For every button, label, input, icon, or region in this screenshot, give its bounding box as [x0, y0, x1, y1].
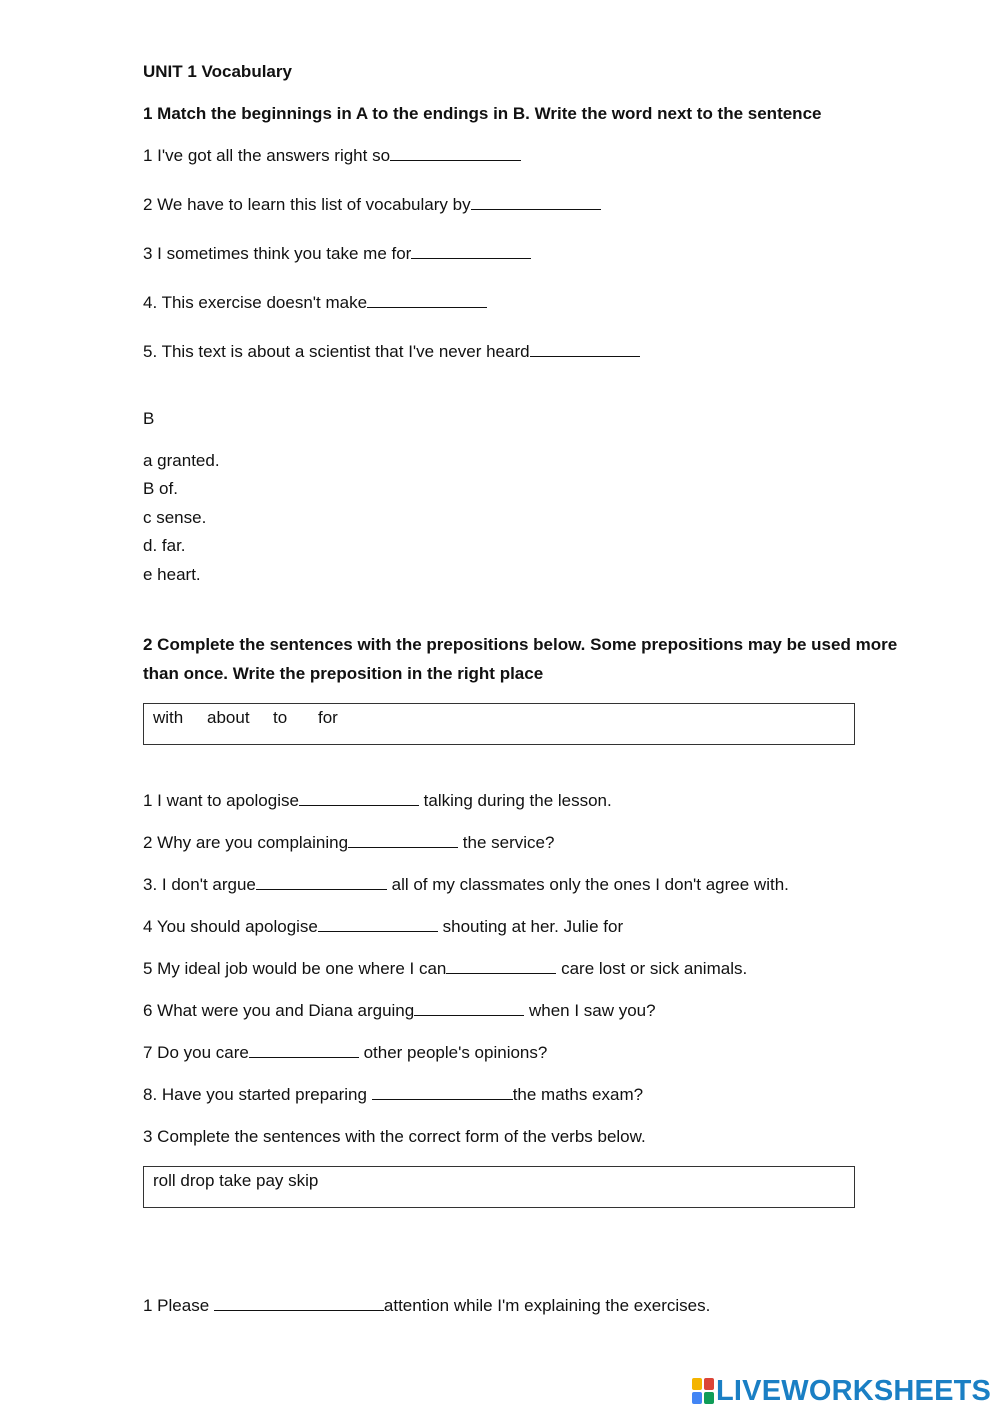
b-option: a granted. [143, 451, 220, 470]
b-option: e heart. [143, 565, 201, 584]
b-option: B of. [143, 479, 178, 498]
liveworksheets-logo [692, 1374, 991, 1408]
exercise-3-instruction: 3 Complete the sentences with the correct form of the verbs below. [143, 1127, 646, 1146]
answer-blank[interactable] [299, 790, 419, 806]
word-bank-item: for [318, 708, 338, 727]
ex2-item: 5 My ideal job would be one where I can care lost or sick animals. [143, 959, 748, 978]
ex2-item: 4 You should apologise shouting at her. Julie for [143, 917, 624, 936]
answer-blank[interactable] [390, 145, 521, 161]
exercise-2-instruction: 2 Complete the sentences with the prepositions below. Some prepositions may be used more [143, 635, 898, 654]
ex2-item: 7 Do you care other people's opinions? [143, 1043, 548, 1062]
ex2-item: 3. I don't argue all of my classmates only the ones I don't agree with. [143, 875, 789, 894]
ex1-item: 5. This text is about a scientist that I've never heard [143, 341, 640, 363]
answer-blank[interactable] [446, 958, 556, 974]
answer-blank[interactable] [348, 832, 458, 848]
b-option: d. far. [143, 536, 186, 555]
ex1-item: 3 I sometimes think you take me for [143, 243, 531, 265]
word-bank-item: to [273, 708, 288, 727]
exercise-1-instruction: 1 Match the beginnings in A to the endings in B. Write the word next to the sentence [143, 104, 822, 123]
answer-blank[interactable] [411, 243, 531, 259]
answer-blank[interactable] [367, 292, 487, 308]
ex2-item: 2 Why are you complaining the service? [143, 833, 555, 852]
word-bank-item: with [153, 708, 184, 727]
ex1-item: 1 I've got all the answers right so [143, 145, 521, 167]
answer-blank[interactable] [530, 341, 640, 357]
logo-cell [692, 1378, 702, 1390]
answer-blank[interactable] [414, 1000, 524, 1016]
answer-blank[interactable] [471, 194, 601, 210]
verb-bank-words: roll drop take pay skip [153, 1171, 319, 1190]
ex2-item: 8. Have you started preparing the maths exam? [143, 1085, 644, 1104]
answer-blank[interactable] [249, 1042, 359, 1058]
page-title: UNIT 1 Vocabulary [143, 62, 292, 81]
answer-blank[interactable] [214, 1295, 384, 1311]
logo-cell [692, 1392, 702, 1404]
word-bank [143, 703, 855, 745]
exercise-2-instruction-cont: than once. Write the preposition in the right place [143, 664, 544, 683]
logo-cell [704, 1392, 714, 1404]
word-bank-item: about [207, 708, 250, 727]
answer-blank[interactable] [318, 916, 438, 932]
answer-blank[interactable] [372, 1084, 513, 1100]
ex3-item: 1 Please attention while I'm explaining the exercises. [143, 1296, 711, 1315]
logo-cell [704, 1378, 714, 1390]
column-b-label: B [143, 409, 155, 428]
verb-bank [143, 1166, 855, 1208]
ex2-item: 1 I want to apologise talking during the lesson. [143, 791, 612, 810]
logo-text: LIVEWORKSHEETS [716, 1375, 992, 1407]
answer-blank[interactable] [256, 874, 387, 890]
ex1-item: 2 We have to learn this list of vocabulary by [143, 194, 601, 216]
logo-grid-icon [692, 1378, 714, 1404]
b-option: c sense. [143, 508, 207, 527]
ex2-item: 6 What were you and Diana arguing when I saw you? [143, 1001, 656, 1020]
ex1-item: 4. This exercise doesn't make [143, 292, 487, 314]
